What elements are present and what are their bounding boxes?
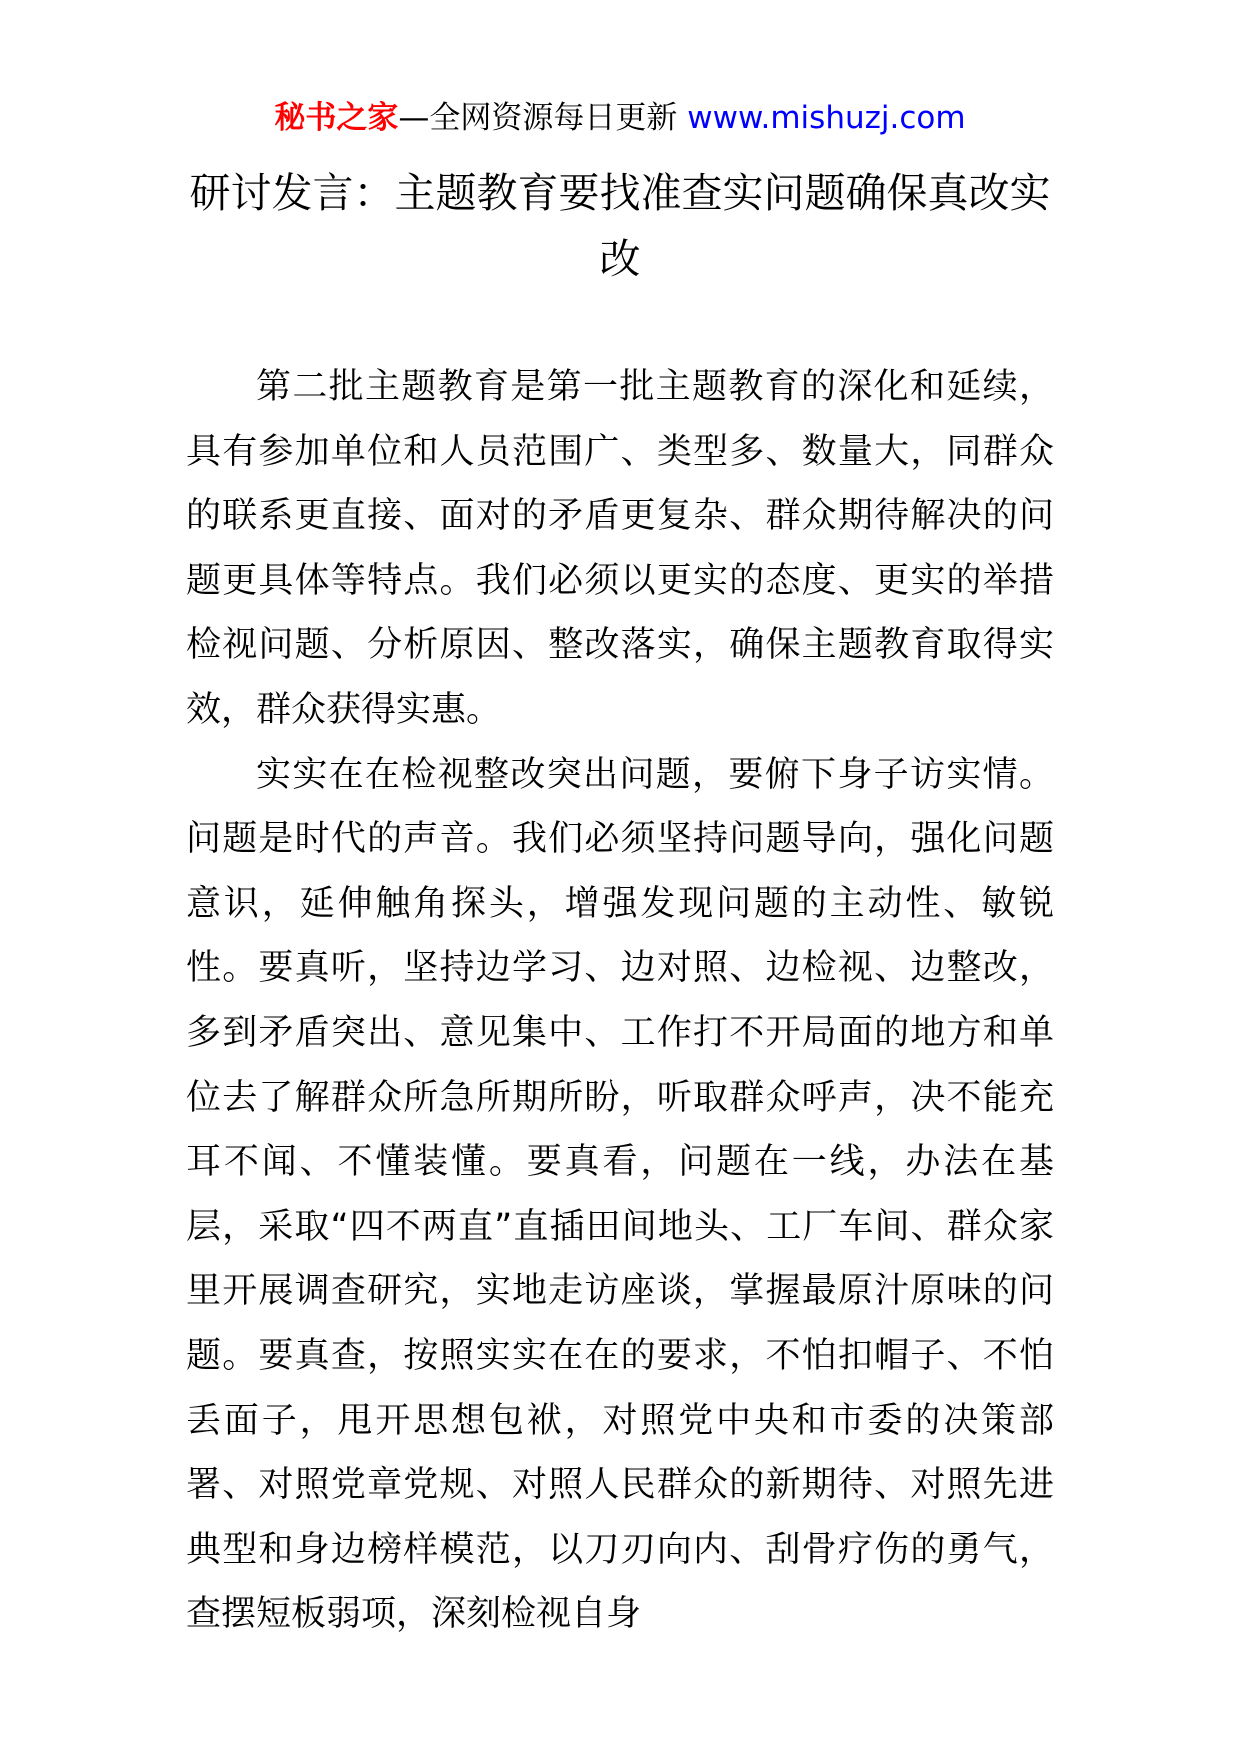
banner-tagline: —全网资源每日更新: [398, 100, 678, 136]
paragraph: 第二批主题教育是第一批主题教育的深化和延续，具有参加单位和人员范围广、类型多、数量大，同群众的联系更直接、面对的矛盾更复杂、群众期待解决的问题更具体等特点。我们必须以更实的态度、更实的举措检视问题、分析原因、整改落实，确保主题教育取得实效，群众获得实惠。: [186, 367, 1054, 730]
document-title: 研讨发言：主题教育要找准查实问题确保真改实改: [189, 169, 1051, 283]
site-url-link[interactable]: www.mishuzj.com: [687, 100, 966, 136]
paragraph: 实实在在检视整改突出问题，要俯下身子访实情。问题是时代的声音。我们必须坚持问题导向，强化问题意识，延伸触角探头，增强发现问题的主动性、敏锐性。要真听，坚持边学习、边对照、边检视、边整改，多到矛盾突出、意见集中、工作打不开局面的地方和单位去了解群众所急所期所盼，听取群众呼声，决不能充耳不闻、不懂装懂。要真看，问题在一线，办法在基层，采取“四不两直”直插田间地头、工厂车间、群众家里开展调查研究，实地走访座谈，掌握最原汁原味的问题。要真查，按照实实在在的要求，不怕扣帽子、不怕丢面子，甩开思想包袱，对照党中央和市委的决策部署、对照党章党规、对照人民群众的新期待、对照先进典型和身边榜样模范，以刀刃向内、刮骨疗伤的勇气，查摆短板弱项，深刻检视自身: [186, 754, 1054, 1635]
brand-name: 秘书之家: [274, 100, 399, 136]
site-banner: [0, 96, 1240, 140]
document-body: [186, 355, 1054, 1647]
